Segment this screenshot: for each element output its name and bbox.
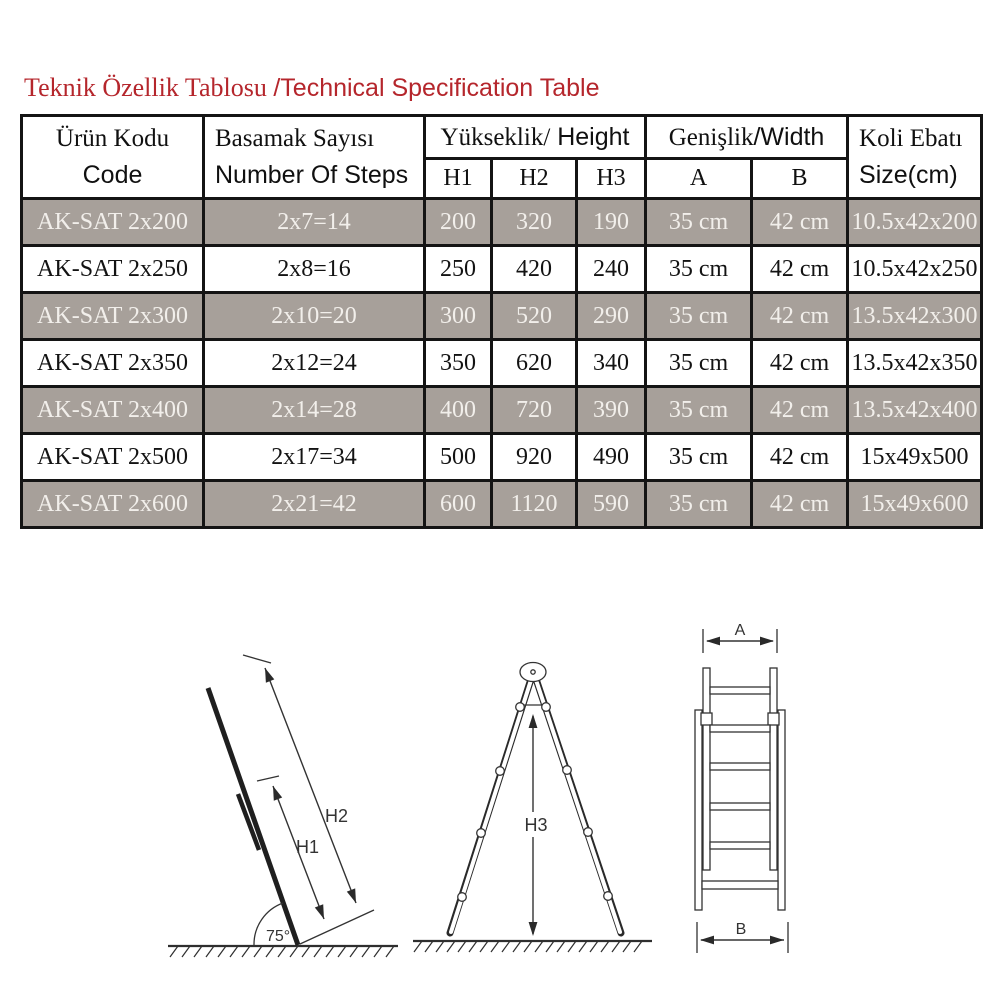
h3-label: H3 [524, 815, 548, 835]
cell-h3: 340 [577, 340, 646, 387]
header-product-en: Code [82, 161, 143, 189]
cell-h2: 320 [492, 199, 577, 246]
cell-width-a: 35 cm [646, 434, 752, 481]
diagram-aframe-ladder [413, 663, 652, 953]
cell-steps: 2x10=20 [204, 293, 425, 340]
extension-tick-top [243, 655, 271, 663]
table-row [22, 246, 982, 293]
cell-h1: 400 [425, 387, 492, 434]
h1-label: H1 [296, 837, 320, 857]
header-h3: H3 [577, 159, 646, 199]
outer-rail-right [778, 710, 785, 910]
table-row [22, 481, 982, 528]
h3-arrowhead-top [529, 714, 538, 728]
header-steps-en: Number Of Steps [215, 161, 409, 189]
inner-rail-right [770, 668, 777, 870]
cell-h1: 500 [425, 434, 492, 481]
header-product-code [22, 116, 204, 199]
cell-width-a: 35 cm [646, 481, 752, 528]
page-title-english: /Technical Specification Table [273, 74, 600, 102]
cell-h3: 290 [577, 293, 646, 340]
cell-steps: 2x7=14 [204, 199, 425, 246]
cell-h2: 520 [492, 293, 577, 340]
cell-h3: 240 [577, 246, 646, 293]
cell-width-a: 35 cm [646, 340, 752, 387]
page-title [24, 74, 599, 102]
cell-box: 13.5x42x400 [848, 387, 982, 434]
inner-rail-left [703, 668, 710, 870]
cell-steps: 2x14=28 [204, 387, 425, 434]
header-width-tr: Genişlik [668, 123, 754, 151]
section-clamp-left [701, 713, 712, 725]
rung-joint [563, 766, 572, 775]
a-arrowhead-right [760, 637, 774, 646]
h2-arrowhead-bottom [347, 888, 356, 903]
cell-h1: 600 [425, 481, 492, 528]
cell-box: 15x49x600 [848, 481, 982, 528]
cell-h2: 920 [492, 434, 577, 481]
cell-width-b: 42 cm [752, 293, 848, 340]
h1-arrowhead-bottom [315, 904, 324, 919]
cell-box: 13.5x42x350 [848, 340, 982, 387]
extension-tick-h1 [257, 776, 279, 781]
rung-joint [458, 893, 467, 902]
table-row [22, 340, 982, 387]
cell-h2: 1120 [492, 481, 577, 528]
h1-arrowhead-top [273, 786, 282, 801]
cell-product: AK-SAT 2x400 [22, 387, 204, 434]
ground-hatching [170, 946, 394, 957]
cell-product: AK-SAT 2x250 [22, 246, 204, 293]
page-title-turkish: Teknik Özellik Tablosu [24, 73, 274, 102]
h2-arrowhead-top [265, 668, 274, 683]
cell-box: 10.5x42x200 [848, 199, 982, 246]
header-steps [204, 116, 425, 199]
h2-label: H2 [325, 806, 349, 826]
rung [710, 803, 770, 810]
diagram-leaning-ladder [168, 655, 398, 957]
ground-hatching [414, 941, 642, 952]
cell-steps: 2x17=34 [204, 434, 425, 481]
header-height-group [425, 116, 646, 159]
b-label: B [735, 921, 747, 938]
header-height-tr: Yükseklik/ [440, 123, 551, 151]
header-box-line2: Size(cm) [859, 161, 958, 189]
ladder-diagrams [0, 560, 1000, 1000]
outer-rail-left [695, 710, 702, 910]
cell-width-a: 35 cm [646, 293, 752, 340]
header-height-en: Height [550, 122, 630, 151]
header-a: A [646, 159, 752, 199]
rung-joint [496, 767, 505, 776]
header-box-line1: Koli Ebatı [859, 125, 963, 152]
spec-table-header [22, 116, 982, 199]
cell-h2: 720 [492, 387, 577, 434]
spec-table-body [22, 199, 982, 528]
rung-joint [584, 828, 593, 837]
table-row [22, 434, 982, 481]
cell-steps: 2x21=42 [204, 481, 425, 528]
a-arrowhead-left [706, 637, 720, 646]
header-h1: H1 [425, 159, 492, 199]
h2-dimension-line [265, 668, 356, 903]
cell-h2: 620 [492, 340, 577, 387]
cell-width-a: 35 cm [646, 199, 752, 246]
cell-box: 13.5x42x300 [848, 293, 982, 340]
cell-width-b: 42 cm [752, 199, 848, 246]
rung [710, 763, 770, 770]
cell-width-b: 42 cm [752, 387, 848, 434]
cell-product: AK-SAT 2x200 [22, 199, 204, 246]
cell-width-b: 42 cm [752, 246, 848, 293]
rung [710, 725, 770, 732]
b-arrowhead-right [770, 936, 784, 945]
cell-width-a: 35 cm [646, 246, 752, 293]
cell-h3: 390 [577, 387, 646, 434]
cell-h1: 250 [425, 246, 492, 293]
header-box-size [848, 116, 982, 199]
header-b: B [752, 159, 848, 199]
cell-width-b: 42 cm [752, 481, 848, 528]
rung-joint [477, 829, 486, 838]
cell-product: AK-SAT 2x300 [22, 293, 204, 340]
rung [710, 842, 770, 849]
table-row [22, 293, 982, 340]
cell-width-b: 42 cm [752, 340, 848, 387]
cell-h3: 190 [577, 199, 646, 246]
spec-table [20, 114, 983, 529]
cell-width-b: 42 cm [752, 434, 848, 481]
header-steps-tr: Basamak Sayısı [215, 125, 375, 152]
cell-box: 10.5x42x250 [848, 246, 982, 293]
b-arrowhead-left [700, 936, 714, 945]
header-h2: H2 [492, 159, 577, 199]
cell-h1: 200 [425, 199, 492, 246]
cell-h1: 300 [425, 293, 492, 340]
rung-joint [604, 892, 613, 901]
table-row [22, 387, 982, 434]
cell-h3: 490 [577, 434, 646, 481]
h3-arrowhead-bottom [529, 922, 538, 936]
rung-joint [542, 703, 551, 712]
cell-h3: 590 [577, 481, 646, 528]
cell-steps: 2x12=24 [204, 340, 425, 387]
rung-joint [516, 703, 525, 712]
cell-h2: 420 [492, 246, 577, 293]
extension-line-bottom [300, 910, 374, 944]
header-row-groups [22, 116, 982, 159]
cell-product: AK-SAT 2x500 [22, 434, 204, 481]
cell-product: AK-SAT 2x600 [22, 481, 204, 528]
diagram-front-view-ladder [695, 622, 788, 953]
cell-h1: 350 [425, 340, 492, 387]
cell-width-a: 35 cm [646, 387, 752, 434]
cell-product: AK-SAT 2x350 [22, 340, 204, 387]
header-product-tr: Ürün Kodu [55, 125, 170, 152]
a-label: A [734, 622, 746, 639]
rung-wide [702, 881, 778, 889]
rung [710, 687, 770, 694]
hinge-pin [531, 670, 535, 674]
cell-steps: 2x8=16 [204, 246, 425, 293]
header-width-en: /Width [753, 122, 825, 151]
table-row [22, 199, 982, 246]
cell-box: 15x49x500 [848, 434, 982, 481]
header-width-group [646, 116, 848, 159]
section-clamp-right [768, 713, 779, 725]
angle-label: 75° [266, 928, 291, 945]
